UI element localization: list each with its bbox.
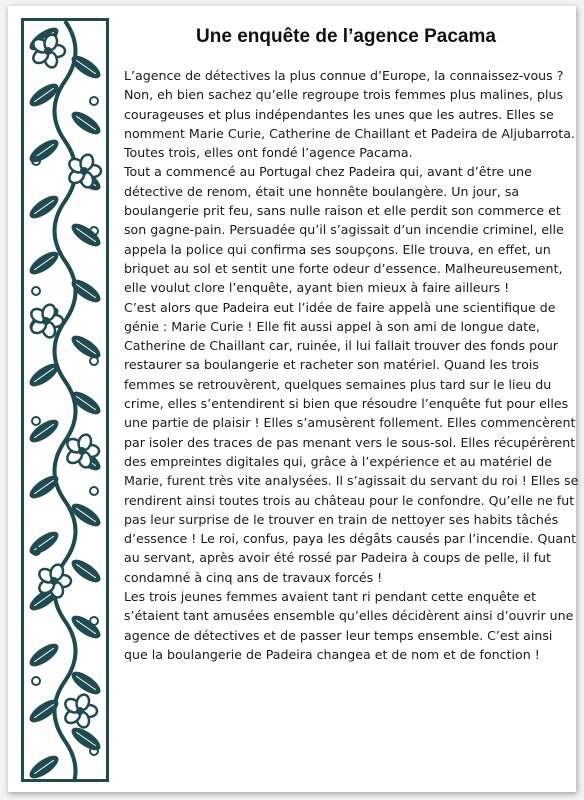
- paragraph-2: Tout a commencé au Portugal chez Padeira qui, avant d’être une détective de renom, était une honnête boulangère. Un jour, sa boulangerie prit feu, sans nulle raison et elle perdit son commerce et son gagne-pain. Persuadée qu’il s’agissait d’un incendie criminel, elle appela la police qui confirma ses soupçons. Elle trouva, en effet, un briquet au sol et sentit une forte odeur d’essence. Malheureusement, elle voulut clore l’enquête, ayant bien mieux à faire ailleurs !: [124, 164, 564, 296]
- floral-border-illustration: [21, 18, 109, 782]
- paragraph-3: C’est alors que Padeira eut l’idée de faire appelà une scientifique de génie : Marie Curie ! Elle fit aussi appel à son ami de longue date, Catherine de Chaillant car, ruinée, il lui fallait trouver des fonds pour restaurer sa boulangerie et racheter son matériel. Quand les trois femmes se retrouvèrent, quelques semaines plus tard sur le lieu du crime, elles s’entendirent si bien que résoudre l’enquête fut pour elles une partie de plaisir ! Elles s’amusèrent follement. Elles commencèrent par isoler des traces de pas menant vers le sous-sol. Elles récupérèrent des empreintes digitales qui, grâce à l’expérience et au matériel de Marie, furent très vite analysées. Il s’agissait du servant du roi ! Elles se rendirent ainsi toutes trois au château pour le confondre. Qu’elle ne fut pas leur surprise de le trouver en train de nettoyer ses habits tâchés d’essence ! Le roi, confus, paya les dégâts causés par l’incendie. Quant au servant, après avoir été rossé par Padeira à coups de pelle, il fut condamné à cinq ans de travaux forcés !: [124, 299, 579, 585]
- paragraph-1: L’agence de détectives la plus connue d’Europe, la connaissez-vous ? Non, eh bien sachez qu’elle regroupe trois femmes plus malines, plus courageuses et plus indépendantes les unes que les autres. Elles se nomment Marie Curie, Catherine de Chaillant et Padeira de Aljubarrota. Toutes trois, elles ont fondé l’agence Pacama.: [124, 68, 575, 161]
- document-page: [8, 6, 579, 792]
- document-title: Une enquête de l’agence Pacama: [196, 26, 496, 47]
- paragraph-4: Les trois jeunes femmes avaient tant ri pendant cette enquête et s’étaient tant amusées ensemble qu’elles décidèrent ainsi d’ouvrir une agence de détectives et de passer leur temps ensemble. C’est ainsi que la boulangerie de Padeira changea et de nom et de fonction !: [124, 589, 574, 662]
- document-body: [124, 66, 580, 664]
